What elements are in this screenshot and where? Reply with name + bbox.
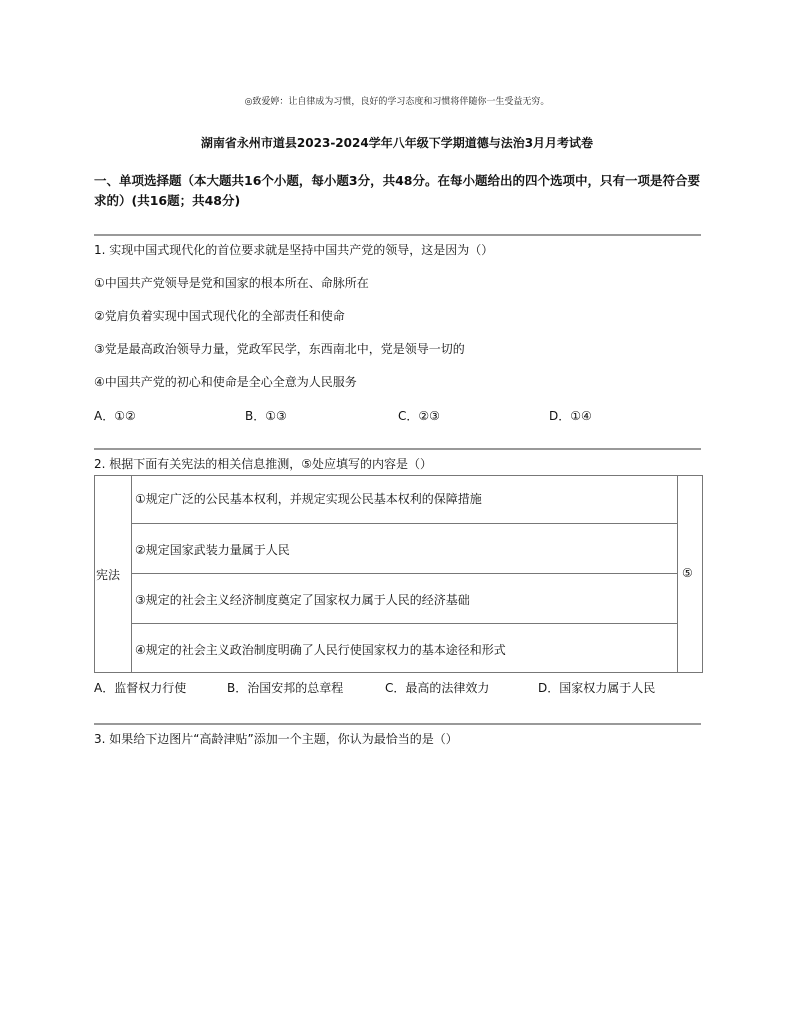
- question-2-option-b[interactable]: B．治国安邦的总章程: [227, 681, 344, 695]
- question-2-option-d[interactable]: D．国家权力属于人民: [538, 681, 656, 695]
- section-heading: 一、单项选择题（本大题共16个小题，每小题3分，共48分。在每小题给出的四个选项中，只有一项是符合要求的）(共16题；共48分): [94, 173, 700, 208]
- table-row-divider: [131, 623, 677, 624]
- question-1-statement-4: ④中国共产党的初心和使命是全心全意为人民服务: [94, 375, 357, 389]
- table-row-divider: [131, 523, 677, 524]
- question-3-stem: 3. 如果给下边图片“高龄津贴”添加一个主题，你认为最恰当的是（）: [94, 732, 458, 746]
- exam-title: 湖南省永州市道县2023-2024学年八年级下学期道德与法治3月月考试卷: [200, 136, 594, 150]
- question-1-stem: 1. 实现中国式现代化的首位要求就是坚持中国共产党的领导，这是因为（）: [94, 243, 494, 257]
- table-row-2: ②规定国家武装力量属于人民: [135, 543, 290, 557]
- question-1-option-b[interactable]: B．①③: [245, 409, 287, 423]
- table-blank-marker: ⑤: [682, 566, 693, 580]
- table-divider: [677, 475, 678, 673]
- question-2-stem: 2. 根据下面有关宪法的相关信息推测，⑤处应填写的内容是（）: [94, 457, 433, 471]
- question-divider: [94, 723, 701, 725]
- table-row-4: ④规定的社会主义政治制度明确了人民行使国家权力的基本途径和形式: [135, 643, 506, 657]
- table-left-label: 宪法: [96, 568, 121, 582]
- table-row-divider: [131, 573, 677, 574]
- table-row-3: ③规定的社会主义经济制度奠定了国家权力属于人民的经济基础: [135, 593, 470, 607]
- question-divider: [94, 234, 701, 236]
- question-1-option-c[interactable]: C．②③: [398, 409, 440, 423]
- motto-line: ◎致爱婷：让自律成为习惯，良好的学习态度和习惯将伴随你一生受益无穷。: [244, 97, 550, 107]
- question-1-option-a[interactable]: A．①②: [94, 409, 136, 423]
- question-divider: [94, 448, 701, 450]
- question-2-option-c[interactable]: C．最高的法律效力: [385, 681, 490, 695]
- question-2-option-a[interactable]: A．监督权力行使: [94, 681, 187, 695]
- question-1-option-d[interactable]: D．①④: [549, 409, 592, 423]
- table-row-1: ①规定广泛的公民基本权利，并规定实现公民基本权利的保障措施: [135, 492, 482, 506]
- question-1-statement-1: ①中国共产党领导是党和国家的根本所在、命脉所在: [94, 276, 369, 290]
- question-1-statement-3: ③党是最高政治领导力量，党政军民学，东西南北中，党是领导一切的: [94, 342, 465, 356]
- question-1-statement-2: ②党肩负着实现中国式现代化的全部责任和使命: [94, 309, 345, 323]
- table-divider: [131, 475, 132, 673]
